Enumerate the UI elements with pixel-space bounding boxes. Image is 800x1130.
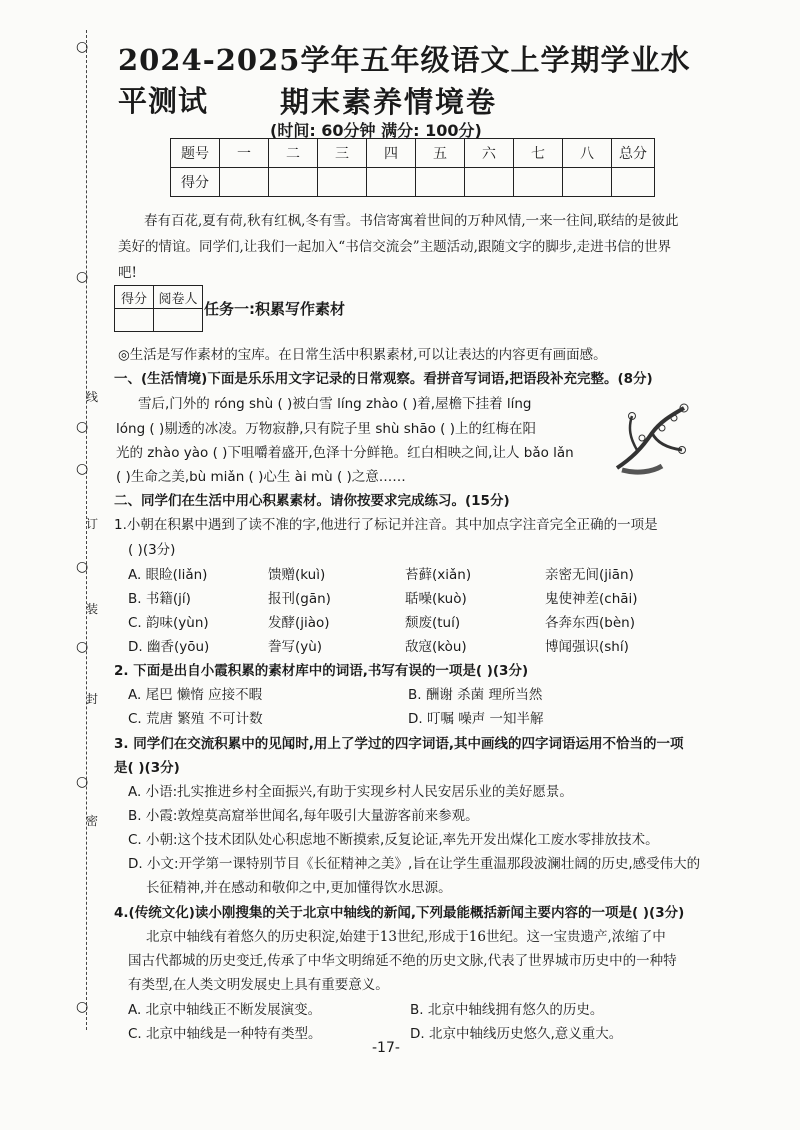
option-a[interactable]: A. 北京中轴线正不断发展演变。 (128, 1002, 322, 1018)
score-header-cell: 八 (563, 139, 612, 168)
option-d[interactable]: D. 叮嘱 噪声 一知半解 (408, 711, 544, 727)
score-header-cell: 题号 (171, 139, 220, 168)
score-cell[interactable] (367, 168, 416, 197)
binding-hole: ○ (76, 419, 89, 435)
binding-hole: ○ (76, 269, 89, 285)
exam-title-line2: 期末素养情境卷 (280, 85, 498, 119)
score-table-score-row (171, 168, 655, 197)
score-row-label: 得分 (171, 168, 220, 197)
question-2-1-stem: 1.小朝在积累中遇到了读不准的字,他进行了标记并注音。其中加点字注音完全正确的一项是 (114, 517, 658, 533)
option-b-word: 聒噪(kuò) (405, 591, 467, 607)
option-d-cont: 长征精神,并在感动和敬仰之中,更加懂得饮水思源。 (146, 880, 452, 896)
grader-score-cell[interactable] (115, 309, 154, 332)
score-cell[interactable] (269, 168, 318, 197)
page-number: -17- (372, 1040, 400, 1056)
option-c[interactable]: C. 韵味(yùn) (128, 615, 209, 631)
grader-name-label: 阅卷人 (154, 286, 203, 309)
question-2-1-stem-cont: ( )(3分) (128, 542, 176, 558)
score-cell[interactable] (563, 168, 612, 197)
option-c[interactable]: C. 北京中轴线是一种特有类型。 (128, 1026, 322, 1042)
score-header-cell: 总分 (612, 139, 655, 168)
option-c-word: 颓废(tuí) (405, 615, 461, 631)
option-a[interactable]: A. 小语:扎实推进乡村全面振兴,有助于实现乡村人民安居乐业的美好愿景。 (128, 784, 573, 800)
binding-label: 线 (86, 390, 99, 404)
option-c[interactable]: C. 小朝:这个技术团队处心积虑地不断摸索,反复论证,率先开发出煤化工废水零排放技术。 (128, 832, 659, 848)
option-b[interactable]: B. 北京中轴线拥有悠久的历史。 (410, 1002, 604, 1018)
option-b-word: 报刊(gān) (268, 591, 331, 607)
option-b[interactable]: B. 书籍(jí) (128, 591, 191, 607)
score-cell[interactable] (318, 168, 367, 197)
question-2-4-stem: 4.(传统文化)读小刚搜集的关于北京中轴线的新闻,下列最能概括新闻主要内容的一项是( )(3分) (114, 905, 685, 921)
grader-score-label: 得分 (115, 286, 154, 309)
grader-table (114, 285, 203, 332)
score-cell[interactable] (465, 168, 514, 197)
option-d-word: 誊写(yù) (268, 639, 323, 655)
binding-label: 订 (86, 517, 99, 531)
option-a[interactable]: A. 尾巴 懒惰 应接不暇 (128, 687, 263, 703)
binding-hole: ○ (76, 999, 89, 1015)
option-a-word: 苔藓(xiǎn) (405, 567, 472, 583)
plum-blossom-illustration (612, 398, 692, 476)
binding-hole: ○ (76, 461, 89, 477)
question-1-line: 光的 zhào yào ( )下咀嚼着盛开,色泽十分鲜艳。红白相映之间,让人 bǎo lǎn (116, 445, 574, 461)
binding-hole: ○ (76, 639, 89, 655)
option-d[interactable]: D. 幽香(yōu) (128, 639, 210, 655)
score-cell[interactable] (612, 168, 655, 197)
option-c[interactable]: C. 荒唐 繁殖 不可计数 (128, 711, 263, 727)
score-header-cell: 四 (367, 139, 416, 168)
binding-hole: ○ (76, 774, 89, 790)
news-passage-line: 有类型,在人类文明发展史上具有重要意义。 (128, 977, 389, 993)
task1-title: 任务一:积累写作素材 (204, 300, 345, 318)
question-1-line: lóng ( )剔透的冰凌。万物寂静,只有院子里 shù shāo ( )上的红梅在阳 (116, 421, 537, 437)
binding-hole: ○ (76, 39, 89, 55)
question-1-title: 一、(生活情境)下面是乐乐用文字记录的日常观察。看拼音写词语,把语段补充完整。(8分) (114, 371, 653, 387)
grader-name-cell[interactable] (154, 309, 203, 332)
option-b[interactable]: B. 酬谢 杀菌 理所当然 (408, 687, 543, 703)
score-header-cell: 一 (220, 139, 269, 168)
news-passage-line: 北京中轴线有着悠久的历史积淀,始建于13世纪,形成于16世纪。这一宝贵遗产,浓缩了中 (146, 929, 666, 945)
news-passage-line: 国古代都城的历史变迁,传承了中华文明绵延不绝的历史文脉,代表了世界城市历史中的一种特 (128, 953, 677, 969)
option-d-word: 博闻强识(shí) (545, 639, 629, 655)
question-1-line: 雪后,门外的 róng shù ( )被白雪 líng zhào ( )着,屋檐下挂着 líng (138, 396, 532, 412)
option-b[interactable]: B. 小霞:敦煌莫高窟举世闻名,每年吸引大量游客前来参观。 (128, 808, 479, 824)
option-a-word: 馈赠(kuì) (268, 567, 326, 583)
question-2-title: 二、同学们在生活中用心积累素材。请你按要求完成练习。(15分) (114, 493, 510, 509)
binding-label: 密 (86, 814, 99, 828)
binding-label: 装 (86, 602, 99, 616)
exam-subtitle: (时间: 60分钟 满分: 100分) (270, 121, 482, 140)
option-a[interactable]: A. 眼睑(liǎn) (128, 567, 208, 583)
score-header-cell: 七 (514, 139, 563, 168)
score-header-cell: 三 (318, 139, 367, 168)
option-d[interactable]: D. 小文:开学第一课特别节目《长征精神之美》,旨在让学生重温那段波澜壮阔的历史,感受伟大的 (128, 856, 701, 872)
score-header-cell: 六 (465, 139, 514, 168)
score-header-cell: 二 (269, 139, 318, 168)
exam-title-line1: 2024-2025学年五年级语文上学期学业水平测试 (118, 43, 691, 118)
question-2-2-stem: 2. 下面是出自小霞积累的素材库中的词语,书写有误的一项是( )(3分) (114, 663, 529, 679)
score-cell[interactable] (220, 168, 269, 197)
score-header-cell: 五 (416, 139, 465, 168)
binding-label: 封 (86, 692, 99, 706)
score-table-header-row (171, 139, 655, 168)
task1-lead: ◎生活是写作素材的宝库。在日常生活中积累素材,可以让表达的内容更有画面感。 (118, 347, 607, 363)
intro-paragraph (118, 208, 688, 286)
score-table (170, 138, 655, 197)
score-cell[interactable] (416, 168, 465, 197)
score-cell[interactable] (514, 168, 563, 197)
option-c-word: 发酵(jiào) (268, 615, 330, 631)
option-d[interactable]: D. 北京中轴线历史悠久,意义重大。 (410, 1026, 623, 1042)
option-d-word: 敌寇(kòu) (405, 639, 467, 655)
question-2-3-stem: 3. 同学们在交流积累中的见闻时,用上了学过的四字词语,其中画线的四字词语运用不恰当的一项 (114, 736, 684, 752)
question-2-3-stem-cont: 是( )(3分) (114, 760, 180, 776)
option-a-word: 亲密无间(jiān) (545, 567, 634, 583)
intro-text: 春有百花,夏有荷,秋有红枫,冬有雪。书信寄寓着世间的万种风情,一来一往间,联结的是彼此美好的情谊。同学们,让我们一起加入“书信交流会”主题活动,跟随文字的脚步,走进书信的世界吧! (118, 213, 679, 281)
binding-hole: ○ (76, 559, 89, 575)
option-b-word: 鬼使神差(chāi) (545, 591, 638, 607)
question-1-line: ( )生命之美,bù miǎn ( )心生 ài mù ( )之意…… (116, 469, 406, 485)
option-c-word: 各奔东西(bèn) (545, 615, 635, 631)
